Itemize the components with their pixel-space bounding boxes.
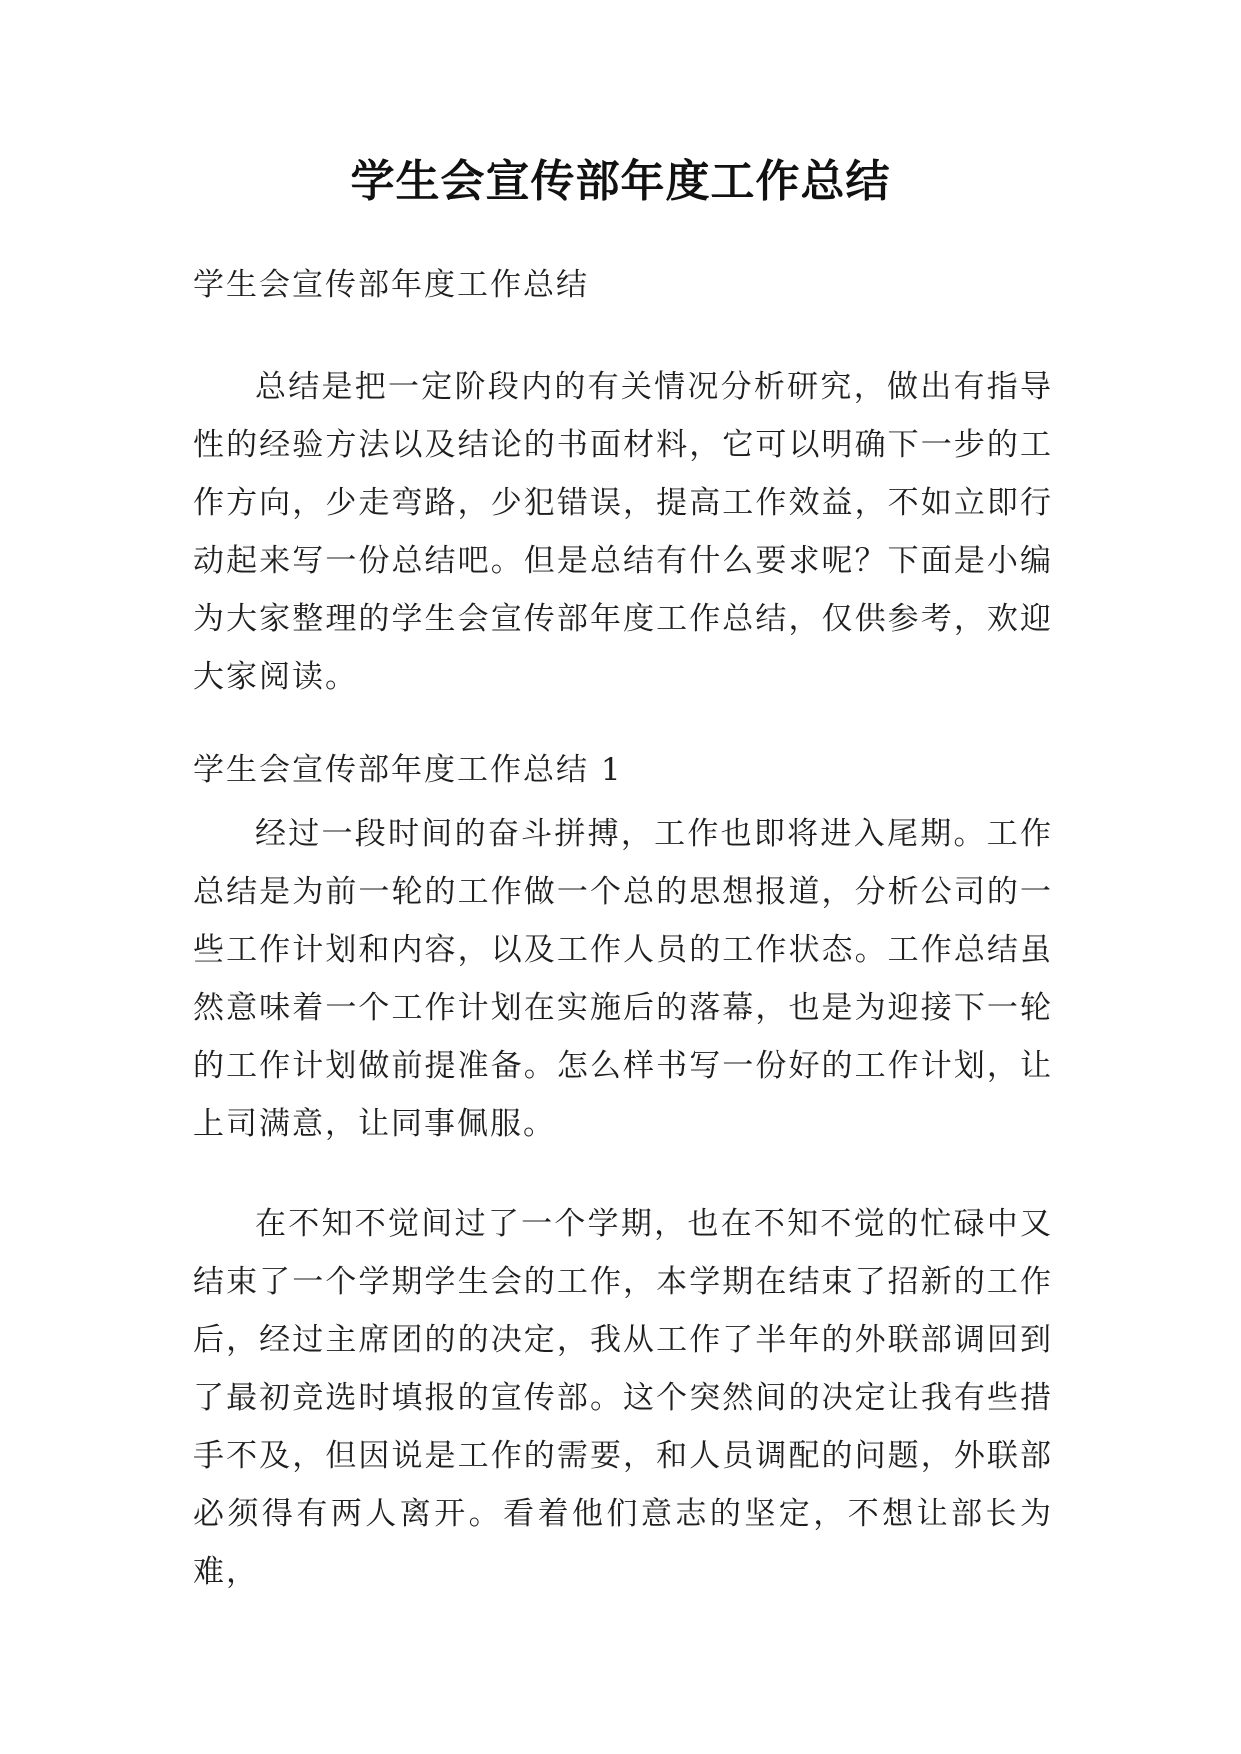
document-heading: 学生会宣传部年度工作总结	[193, 267, 589, 303]
section-1-heading: 学生会宣传部年度工作总结 1	[193, 752, 623, 788]
intro-paragraph: 总结是把一定阶段内的有关情况分析研究，做出有指导性的经验方法以及结论的书面材料，它可以明确下一步的工作方向，少走弯路，少犯错误，提高工作效益，不如立即行动起来写一份总结吧。但是总结有什么要求呢？下面是小编为大家整理的学生会宣传部年度工作总结，仅供参考，欢迎大家阅读。	[193, 369, 1053, 695]
document-title: 学生会宣传部年度工作总结	[350, 156, 891, 207]
section-1-paragraph-1: 经过一段时间的奋斗拼搏，工作也即将进入尾期。工作总结是为前一轮的工作做一个总的思想报道，分析公司的一些工作计划和内容，以及工作人员的工作状态。工作总结虽然意味着一个工作计划在实施后的落幕，也是为迎接下一轮的工作计划做前提准备。怎么样书写一份好的工作计划，让上司满意，让同事佩服。	[193, 816, 1053, 1142]
section-1-paragraph-2: 在不知不觉间过了一个学期，也在不知不觉的忙碌中又结束了一个学期学生会的工作，本学期在结束了招新的工作后，经过主席团的的决定，我从工作了半年的外联部调回到了最初竞选时填报的宣传部。这个突然间的决定让我有些措手不及，但因说是工作的需要，和人员调配的问题，外联部必须得有两人离开。看着他们意志的坚定，不想让部长为难，	[193, 1206, 1053, 1590]
